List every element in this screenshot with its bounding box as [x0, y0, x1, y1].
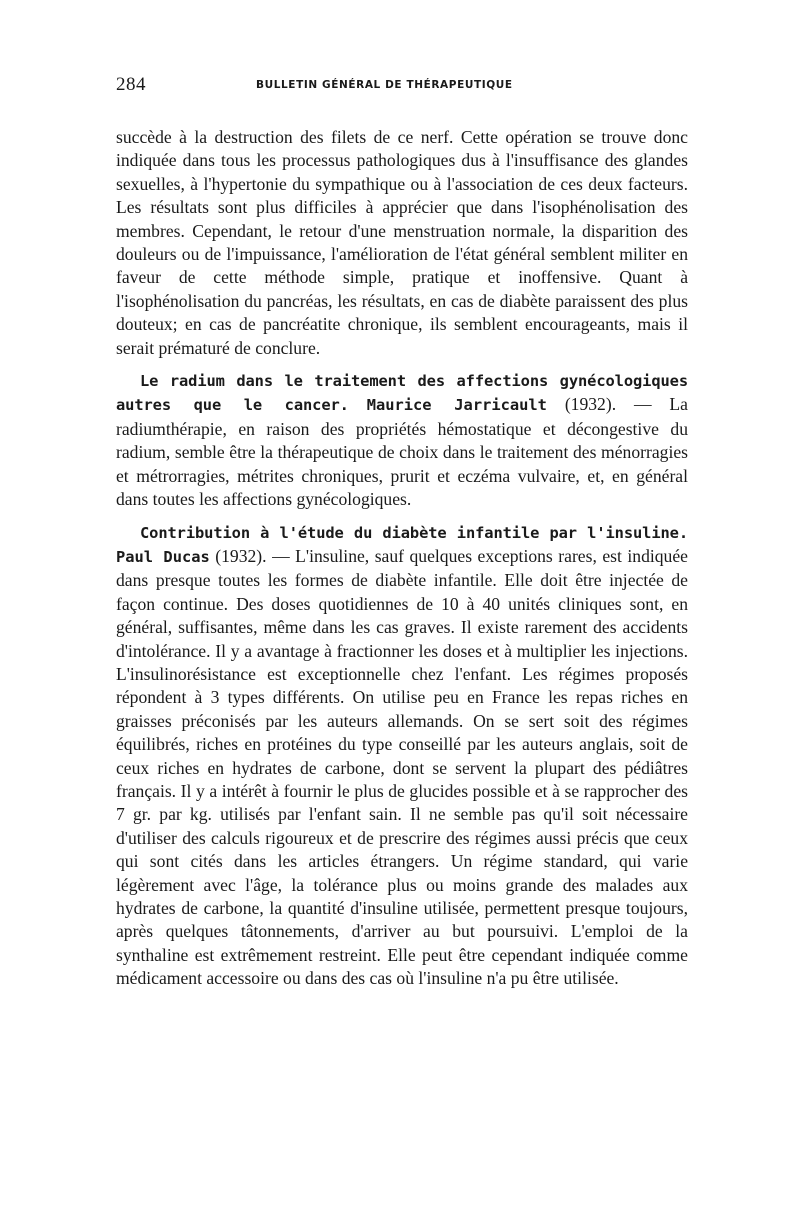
page-number: 284 [116, 74, 146, 95]
abstract-text: — L'insuline, sauf quelques exceptions rares, est indiquée dans presque toutes les formes de diabète infantile. Elle doit être injectée de façon continue. Des doses quotidiennes de 10 à 40 unités cliniques sont, en général, suffisantes, même dans les cas graves. Il existe rarement des accidents d'intolérance. Il y a avantage à fractionner les doses et à multiplier les injections. L'insulinorésistance est exceptionnelle chez l'enfant. Les régimes proposés répondent à 3 types différents. On utilise peu en France les repas riches en graisses préconisés par les auteurs allemands. On se sert soit des régimes équilibrés, riches en protéines du type conseillé par les auteurs anglais, soit de ceux riches en hydrates de carbone, dont se servent la plupart des pédiâtres français. Il y a intérêt à fournir le plus de glucides possible et à se rapprocher des 7 gr. par kg. utilisés par l'enfant sain. Il ne semble pas qu'il soit nécessaire d'utiliser des calculs rigoureux et de prescrire des régimes aussi précis que ceux qui sont cités dans les articles étrangers. Un régime standard, qui varie légèrement avec l'âge, la tolérance plus ou moins grande des malades aux hydrates de carbone, la quantité d'insuline utilisée, permettent presque toujours, après quelques tâtonnements, d'arriver au but poursuivi. L'emploi de la synthaline est extrêmement restreint. Elle peut être cependant indiquée comme médicament accessoire ou dans des cas où l'insuline n'a pu être utilisée. [116, 545, 688, 989]
paragraph-text: succède à la destruction des filets de ce nerf. Cette opération se trouve donc indiquée dans tous les processus pathologiques dus à l'insuffisance des glandes sexuelles, à l'hypertonie du sympathique ou à l'association de ces deux facteurs. Les résultats sont plus difficiles à apprécier que dans l'isophénolisation des membres. Cependant, le retour d'une menstruation normale, la disparition des douleurs ou de l'impuissance, l'amélioration de l'état général semblent militer en faveur de cette méthode simple, pratique et inoffensive. Quant à l'isophénolisation du pancréas, les résultats, en cas de diabète paraissent des plus douteux; en cas de pancréatite chronique, ils semblent encourageants, mais il serait prématuré de conclure. [116, 127, 688, 358]
abstract-author: Maurice Jarricault [366, 396, 547, 415]
abstract-text: — La radiumthérapie, en raison des propriétés hémostatique et décongestive du radium, semble être la thérapeutique de choix dans le traitement des ménorragies et métrorragies, métrites chroniques, prurit et eczéma vulvaire, et, en général dans toutes les affections gynécologiques. [116, 394, 688, 510]
abstract-title: Contribution à l'étude du diabète infantile par l'insuline. [140, 523, 688, 542]
abstract-year: (1932). [564, 394, 617, 415]
paragraph-continuation [116, 126, 688, 360]
running-header [116, 74, 688, 104]
abstract-year: (1932). [215, 545, 267, 566]
abstract-title: Le radium dans le traitement des affections gynécologiques autres que le cancer. [116, 372, 688, 415]
document-page [116, 74, 688, 991]
abstract-radium [116, 369, 688, 511]
abstract-author: Paul Ducas [116, 547, 210, 566]
abstract-insuline [116, 521, 688, 991]
journal-title: BULLETIN GÉNÉRAL DE THÉRAPEUTIQUE [256, 79, 513, 91]
